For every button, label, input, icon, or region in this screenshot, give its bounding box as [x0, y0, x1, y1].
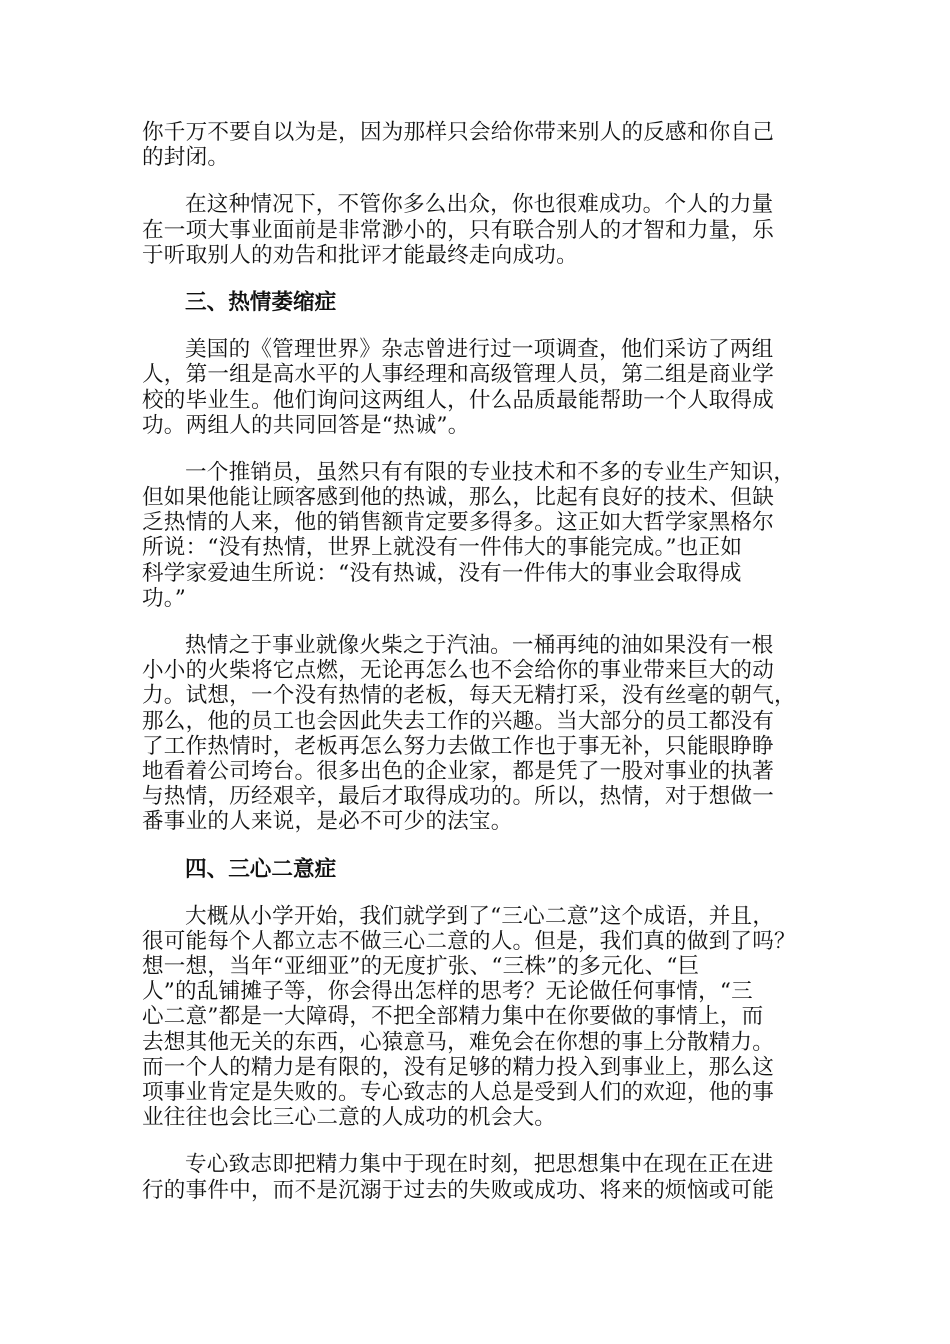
text-line: 行的事件中，而不是沉溺于过去的失败或成功、将来的烦恼或可能	[142, 1177, 775, 1203]
text-line: 那么，他的员工也会因此失去工作的兴趣。当大部分的员工都没有	[142, 708, 775, 734]
text-line: 专心致志即把精力集中于现在时刻，把思想集中在现在正在进	[185, 1152, 774, 1178]
text-line: 番事业的人来说，是必不可少的法宝。	[142, 809, 513, 835]
text-line: 科学家爱迪生所说：“没有热诚，没有一件伟大的事业会取得成	[142, 560, 742, 586]
text-line: 去想其他无关的东西，心猿意马，难免会在你想的事上分散精力。	[142, 1029, 775, 1055]
text-line: 于听取别人的劝告和批评才能最终走向成功。	[142, 242, 578, 268]
text-line: 的封闭。	[142, 145, 230, 171]
text-line: 热情之于事业就像火柴之于汽油。一桶再纯的油如果没有一根	[185, 633, 774, 659]
text-line: 校的毕业生。他们询问这两组人，什么品质最能帮助一个人取得成	[142, 387, 775, 413]
paragraph	[142, 120, 802, 170]
paragraph	[142, 192, 802, 268]
text-line: 地看着公司垮台。很多出色的企业家，都是凭了一股对事业的执著	[142, 758, 775, 784]
text-line: 力。试想，一个没有热情的老板，每天无精打采，没有丝毫的朝气，	[142, 683, 796, 709]
text-line: 业往往也会比三心二意的人成功的机会大。	[142, 1105, 557, 1131]
text-line: 很可能每个人都立志不做三心二意的人。但是，我们真的做到了吗？	[142, 928, 796, 954]
paragraph	[142, 1152, 802, 1202]
text-line: 但如果他能让顾客感到他的热诚，那么，比起有良好的技术、但缺	[142, 485, 775, 511]
text-line: 项事业肯定是失败的。专心致志的人总是受到人们的欢迎，他的事	[142, 1080, 775, 1106]
document-page	[142, 120, 802, 1225]
text-line: 功。两组人的共同回答是“热诚”。	[142, 412, 470, 438]
text-line: 在这种情况下，不管你多么出众，你也很难成功。个人的力量	[185, 192, 774, 218]
paragraph	[142, 904, 802, 1131]
text-line: 乏热情的人来，他的销售额肯定要多得多。这正如大哲学家黑格尔	[142, 510, 775, 536]
text-line: 美国的《管理世界》杂志曾进行过一项调查，他们采访了两组	[185, 337, 774, 363]
paragraph	[142, 633, 802, 835]
text-line: 在一项大事业面前是非常渺小的，只有联合别人的才智和力量，乐	[142, 217, 775, 243]
text-line: 一个推销员，虽然只有有限的专业技术和不多的专业生产知识，	[185, 459, 796, 485]
text-line: 而一个人的精力是有限的，没有足够的精力投入到事业上，那么这	[142, 1054, 775, 1080]
text-line: 心二意”都是一大障碍，不把全部精力集中在你要做的事情上，而	[142, 1004, 764, 1030]
text-line: 你千万不要自以为是，因为那样只会给你带来别人的反感和你自己	[142, 120, 775, 145]
section-heading: 四、三心二意症	[185, 856, 337, 882]
text-line: 小小的火柴将它点燃，无论再怎么也不会给你的事业带来巨大的动	[142, 658, 775, 684]
text-line: 所说：“没有热情，世界上就没有一件伟大的事能完成。”也正如	[142, 535, 743, 561]
text-line: 大概从小学开始，我们就学到了“三心二意”这个成语，并且，	[185, 903, 775, 929]
paragraph	[142, 337, 802, 438]
text-line: 人”的乱铺摊子等，你会得出怎样的思考？无论做任何事情，“三	[142, 979, 753, 1005]
paragraph	[142, 460, 802, 611]
text-line: 人，第一组是高水平的人事经理和高级管理人员，第二组是商业学	[142, 362, 775, 388]
text-line: 了工作热情时，老板再怎么努力去做工作也于事无补，只能眼睁睁	[142, 733, 775, 759]
text-line: 想一想，当年“亚细亚”的无度扩张、“三株”的多元化、“巨	[142, 954, 700, 980]
section-heading: 三、热情萎缩症	[185, 289, 337, 315]
text-line: 与热情，历经艰辛，最后才取得成功的。所以，热情，对于想做一	[142, 784, 775, 810]
text-line: 功。”	[142, 585, 187, 611]
